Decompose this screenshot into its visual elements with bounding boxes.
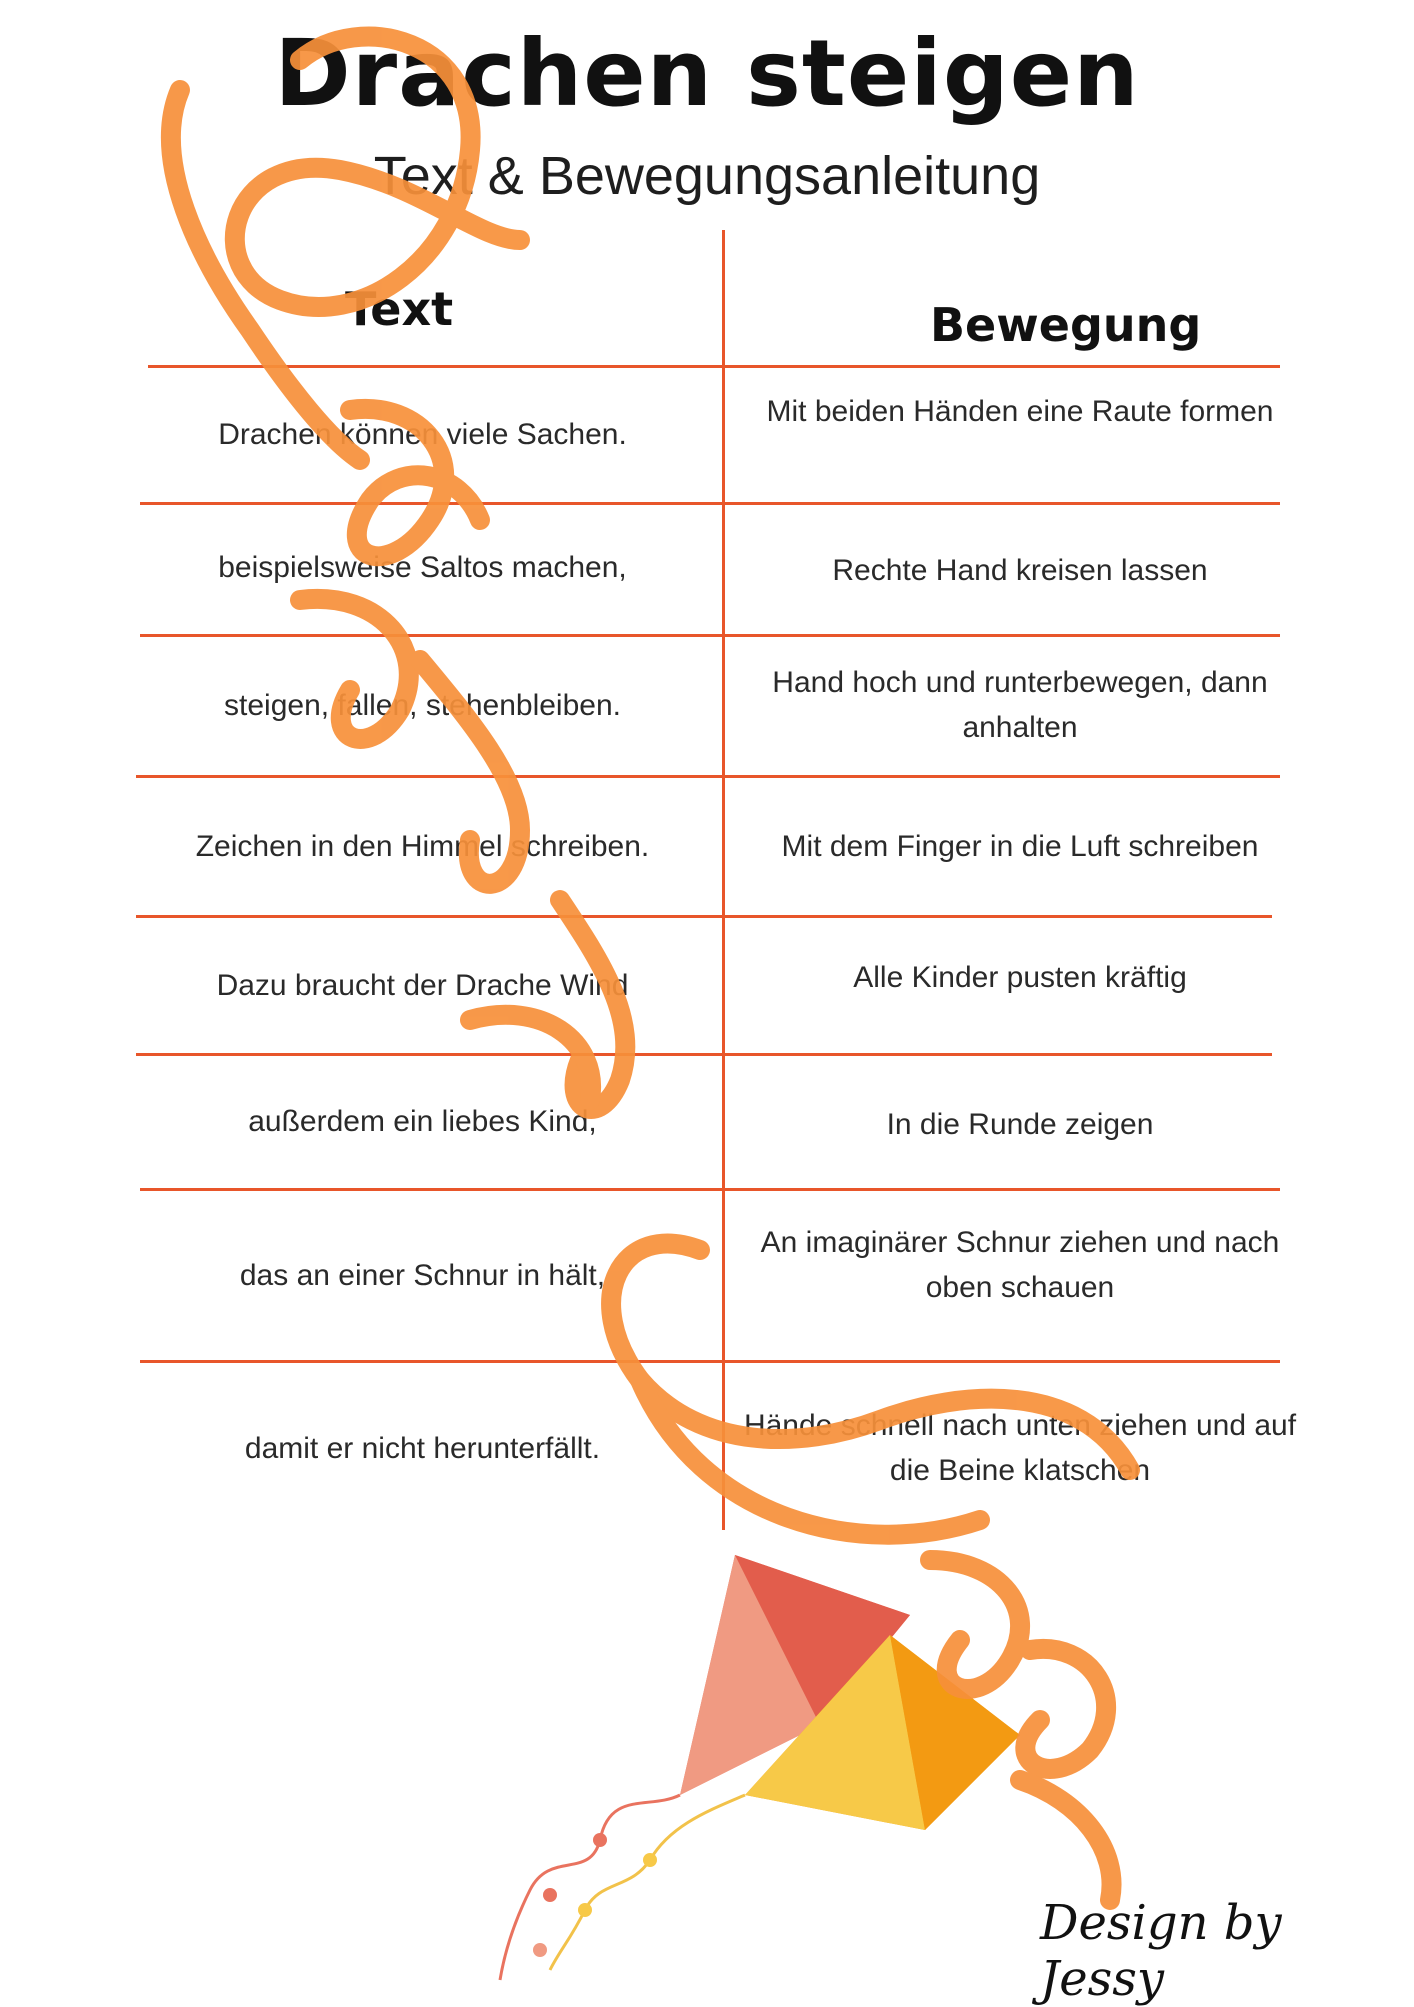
- row-2-text: beispielsweise Saltos machen,: [218, 550, 627, 584]
- row-8-movement: Hände schnell nach unten ziehen und auf die Beine klatschen: [743, 1409, 1297, 1487]
- column-header-text: Text: [345, 282, 454, 336]
- row-2-movement: Rechte Hand kreisen lassen: [832, 553, 1208, 587]
- row-4-movement: Mit dem Finger in die Luft schreiben: [781, 829, 1259, 863]
- row-4-text: Zeichen in den Himmel schreiben.: [195, 829, 650, 863]
- row-3-text: steigen, fallen, stehenbleiben.: [224, 688, 621, 722]
- row-7-movement: An imaginärer Schnur ziehen und nach oben schauen: [760, 1226, 1280, 1304]
- row-6-movement: In die Runde zeigen: [886, 1107, 1154, 1141]
- row-1-text: Drachen können viele Sachen.: [218, 417, 627, 451]
- signature: Design by Jessy: [1040, 1895, 1282, 2007]
- page-subtitle: Text & Bewegungsanleitung: [373, 146, 1041, 206]
- row-5-movement: Alle Kinder pusten kräftig: [853, 960, 1187, 994]
- row-3-movement: Hand hoch und runterbewegen, dann anhalten: [772, 666, 1268, 744]
- kite-illustration: [490, 1550, 1050, 1990]
- row-6-text: außerdem ein liebes Kind,: [248, 1104, 597, 1138]
- column-divider: [722, 230, 725, 1530]
- row-7-text: das an einer Schnur in hält,: [239, 1258, 606, 1292]
- page-title: Drachen steigen: [274, 20, 1140, 127]
- column-header-movement: Bewegung: [930, 298, 1202, 352]
- row-5-text: Dazu braucht der Drache Wind: [216, 968, 629, 1002]
- row-8-text: damit er nicht herunterfällt.: [244, 1431, 601, 1465]
- row-1-movement: Mit beiden Händen eine Raute formen: [766, 394, 1274, 428]
